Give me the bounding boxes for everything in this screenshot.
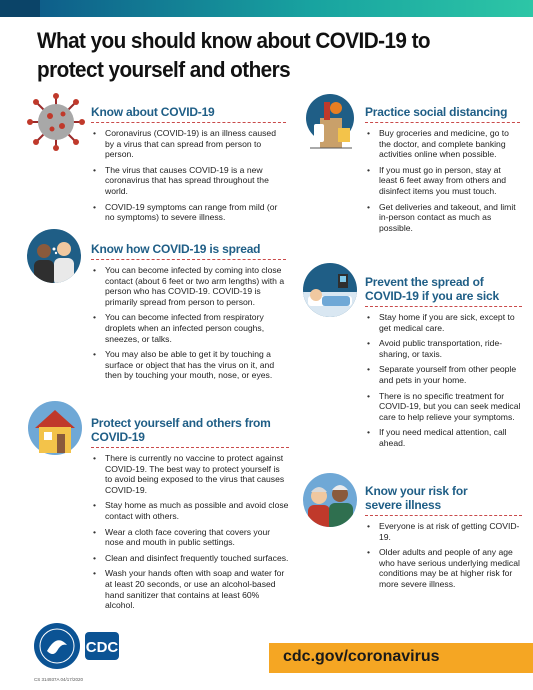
- list-item: • Separate yourself from other people and pets in your home.: [365, 364, 522, 385]
- footer-url-link[interactable]: cdc.gov/coronavirus: [283, 648, 440, 665]
- top-bar-dark-segment: [0, 0, 40, 17]
- section-social-distancing: [365, 105, 520, 238]
- older-adults-icon: [302, 472, 358, 528]
- bullet-list: [365, 521, 522, 590]
- section-prevent-spread: [365, 275, 522, 454]
- section-heading: [365, 484, 522, 512]
- list-item: • Get deliveries and takeout, and limit in-person contact as much as possible.: [365, 202, 520, 234]
- page-title: [37, 26, 469, 84]
- section-know-about-covid: [91, 105, 286, 228]
- bullet-list: [91, 128, 286, 223]
- section-heading: [365, 275, 522, 303]
- list-item: • Clean and disinfect frequently touched surfaces.: [91, 553, 289, 564]
- list-item: • Buy groceries and medicine, go to the doctor, and complete banking activities online when possible.: [365, 128, 520, 160]
- list-item: • Coronavirus (COVID-19) is an illness caused by a virus that can spread from person to person.: [91, 128, 286, 160]
- section-heading: Know about COVID-19: [91, 105, 215, 119]
- groceries-icon: [302, 92, 358, 152]
- list-item: • The virus that causes COVID-19 is a new coronavirus that has spread throughout the world.: [91, 165, 286, 197]
- list-item: • There is no specific treatment for COVID-19, but you can seek medical care to help relieve your symptoms.: [365, 391, 522, 423]
- footer-url-band: [269, 643, 533, 673]
- section-protect-yourself: [91, 416, 289, 616]
- title-line-2: protect yourself and others: [37, 57, 291, 82]
- people-coughing-icon: [27, 229, 81, 283]
- list-item: • Avoid public transportation, ride-sharing, or taxis.: [365, 338, 522, 359]
- top-color-bar: [0, 0, 533, 17]
- list-item: • Stay home as much as possible and avoid close contact with others.: [91, 500, 289, 521]
- section-heading: Know how COVID-19 is spread: [91, 242, 261, 256]
- list-item: • COVID-19 symptoms can range from mild (or no symptoms) to severe illness.: [91, 202, 286, 223]
- section-know-your-risk: [365, 484, 522, 595]
- list-item: • Wear a cloth face covering that covers your nose and mouth in public settings.: [91, 527, 289, 548]
- list-item: • There is currently no vaccine to protect against COVID-19. The best way to protect yourself is to avoid being exposed to the virus that causes COVID-19.: [91, 453, 289, 495]
- list-item: • If you need medical attention, call ahead.: [365, 427, 522, 448]
- section-divider: [91, 447, 289, 448]
- list-item: • Older adults and people of any age who have serious underlying medical conditions may be at higher risk for more severe illness.: [365, 547, 522, 589]
- cdc-logo-text: CDC: [85, 639, 119, 656]
- section-divider: [91, 122, 286, 123]
- bullet-list: [365, 312, 522, 449]
- house-icon: [27, 400, 83, 456]
- list-item: • If you must go in person, stay at least 6 feet away from others and disinfect items you must touch.: [365, 165, 520, 197]
- heading-line-1: Prevent the spread of: [365, 275, 484, 289]
- section-how-spread: [91, 242, 286, 386]
- list-item: • You may also be able to get it by touching a surface or object that has the virus on it, and then by touching your mouth, nose, or eyes.: [91, 349, 286, 381]
- bullet-list: [91, 453, 289, 611]
- section-divider: [365, 122, 520, 123]
- section-divider: [91, 259, 286, 260]
- list-item: • You can become infected by coming into close contact (about 6 feet or two arm lengths) with a person who has COVID-19. COVID-19 is primarily spread from person to person.: [91, 265, 286, 307]
- cdc-logo: [33, 621, 121, 671]
- heading-line-2: COVID-19 if you are sick: [365, 289, 499, 303]
- section-divider: [365, 306, 522, 307]
- bullet-list: [365, 128, 520, 233]
- section-heading: Protect yourself and others from COVID-19: [91, 416, 271, 444]
- title-line-1: What you should know about COVID-19 to: [37, 28, 431, 53]
- top-bar-gradient-segment: [40, 0, 533, 17]
- list-item: • Everyone is at risk of getting COVID-19.: [365, 521, 522, 542]
- section-divider: [365, 515, 522, 516]
- section-heading: Practice social distancing: [365, 105, 508, 119]
- list-item: • You can become infected from respiratory droplets when an infected person coughs, sneezes, or talks.: [91, 312, 286, 344]
- document-id: CS 314937A 04/17/2020: [34, 677, 84, 682]
- sick-person-icon: [302, 262, 358, 318]
- bullet-list: [91, 265, 286, 381]
- list-item: • Wash your hands often with soap and water for at least 20 seconds, or use an alcohol-based hand sanitizer that contains at least 60% alcohol.: [91, 568, 289, 610]
- heading-line-2: severe illness: [365, 498, 441, 512]
- virus-icon: [27, 93, 85, 151]
- list-item: • Stay home if you are sick, except to get medical care.: [365, 312, 522, 333]
- heading-line-1: Know your risk for: [365, 484, 468, 498]
